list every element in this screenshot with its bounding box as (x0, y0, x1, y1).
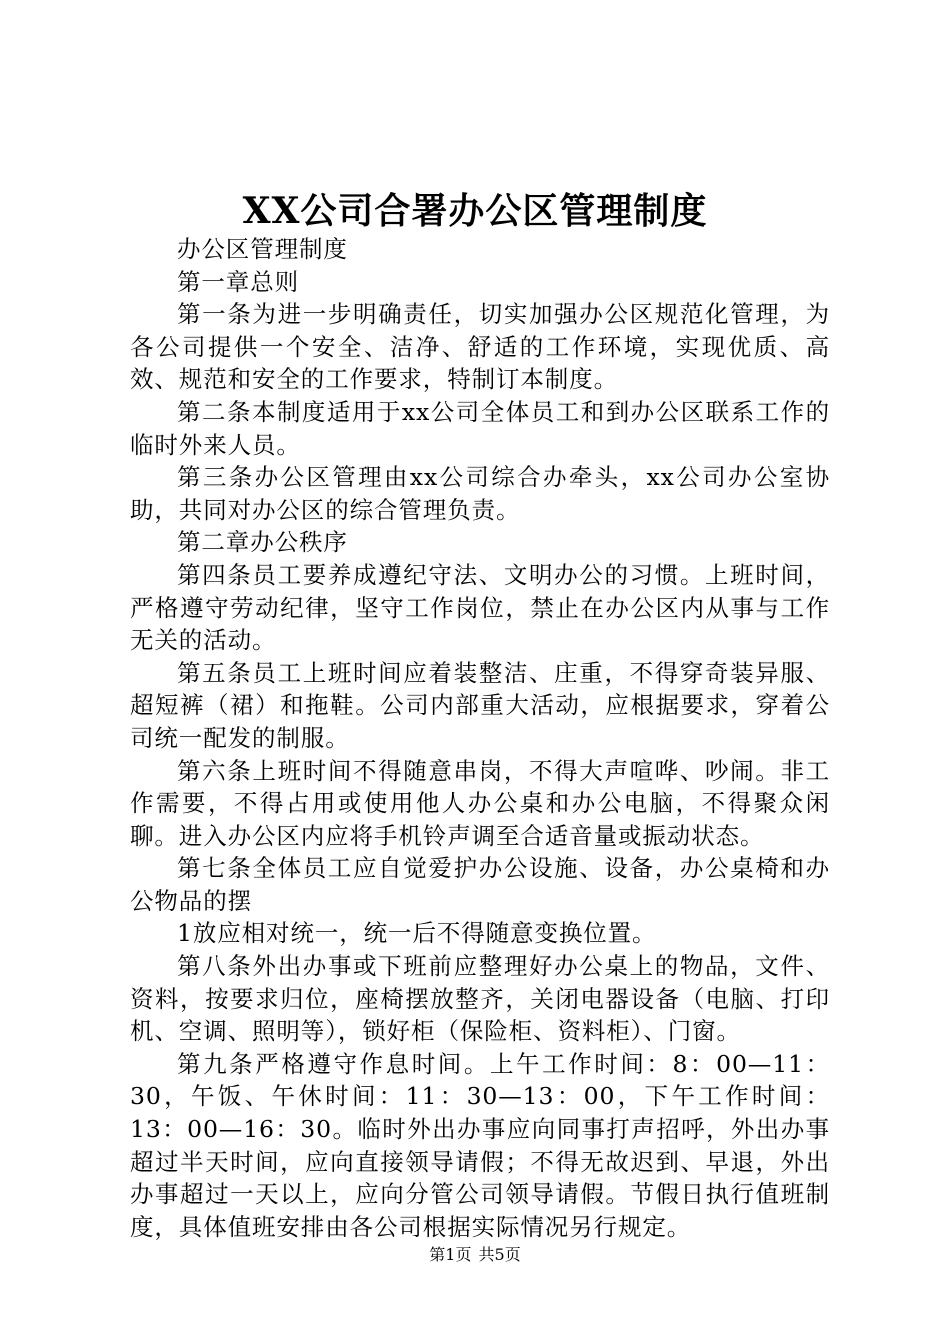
article-paragraph: 第七条全体员工应自觉爱护办公设施、设备，办公桌椅和办公物品的摆 (130, 854, 830, 915)
article-paragraph: 第五条员工上班时间应着装整洁、庄重，不得穿奇装异服、超短裤（裙）和拖鞋。公司内部重大活动，应根据要求，穿着公司统一配发的制服。 (130, 658, 830, 752)
paragraph-heading: 办公区管理制度 (177, 235, 348, 263)
page-number: 第1页 (429, 1245, 472, 1264)
article-paragraph: 第六条上班时间不得随意串岗，不得大声喧哗、吵闹。非工作需要，不得占用或使用他人办公桌和办公电脑，不得聚众闲聊。进入办公区内应将手机铃声调至合适音量或振动状态。 (130, 756, 830, 850)
article-paragraph: 第一条为进一步明确责任，切实加强办公区规范化管理，为各公司提供一个安全、洁净、舒适的工作环境，实现优质、高效、规范和安全的工作要求，特制订本制度。 (130, 300, 830, 394)
page-total: 共5页 (478, 1245, 521, 1264)
chapter-heading: 第一章总则 (177, 267, 299, 296)
document-title: XX公司合署办公区管理制度 (242, 190, 708, 232)
article-paragraph: 第二条本制度适用于xx公司全体员工和到办公区联系工作的临时外来人员。 (130, 397, 830, 459)
article-paragraph: 第九条严格遵守作息时间。上午工作时间：8：00—11：30，午饭、午休时间：11：30—13：00，下午工作时间：13：00—16：30。临时外出办事应向同事打声招呼，外出办事超过半天时间，应向直接领导请假；不得无故迟到、早退，外出办事超过一天以上，应向分管公司领导请假。节假日执行值班制度，具体值班安排由各公司根据实际情况另行规定。 (130, 1049, 830, 1241)
article-paragraph: 第三条办公区管理由xx公司综合办牵头，xx公司办公室协助，共同对办公区的综合管理负责。 (130, 463, 830, 524)
article-paragraph: 1放应相对统一，统一后不得随意变换位置。 (177, 919, 657, 948)
chapter-heading: 第二章办公秩序 (177, 528, 348, 557)
article-paragraph: 第四条员工要养成遵纪守法、文明办公的习惯。上班时间，严格遵守劳动纪律，坚守工作岗位，禁止在办公区内从事与工作无关的活动。 (130, 560, 830, 655)
document-body (130, 233, 830, 1243)
article-paragraph: 第八条外出办事或下班前应整理好办公桌上的物品，文件、资料，按要求归位，座椅摆放整齐，关闭电器设备（电脑、打印机、空调、照明等），锁好柜（保险柜、资料柜）、门窗。 (130, 952, 830, 1046)
page-footer (0, 1242, 950, 1265)
